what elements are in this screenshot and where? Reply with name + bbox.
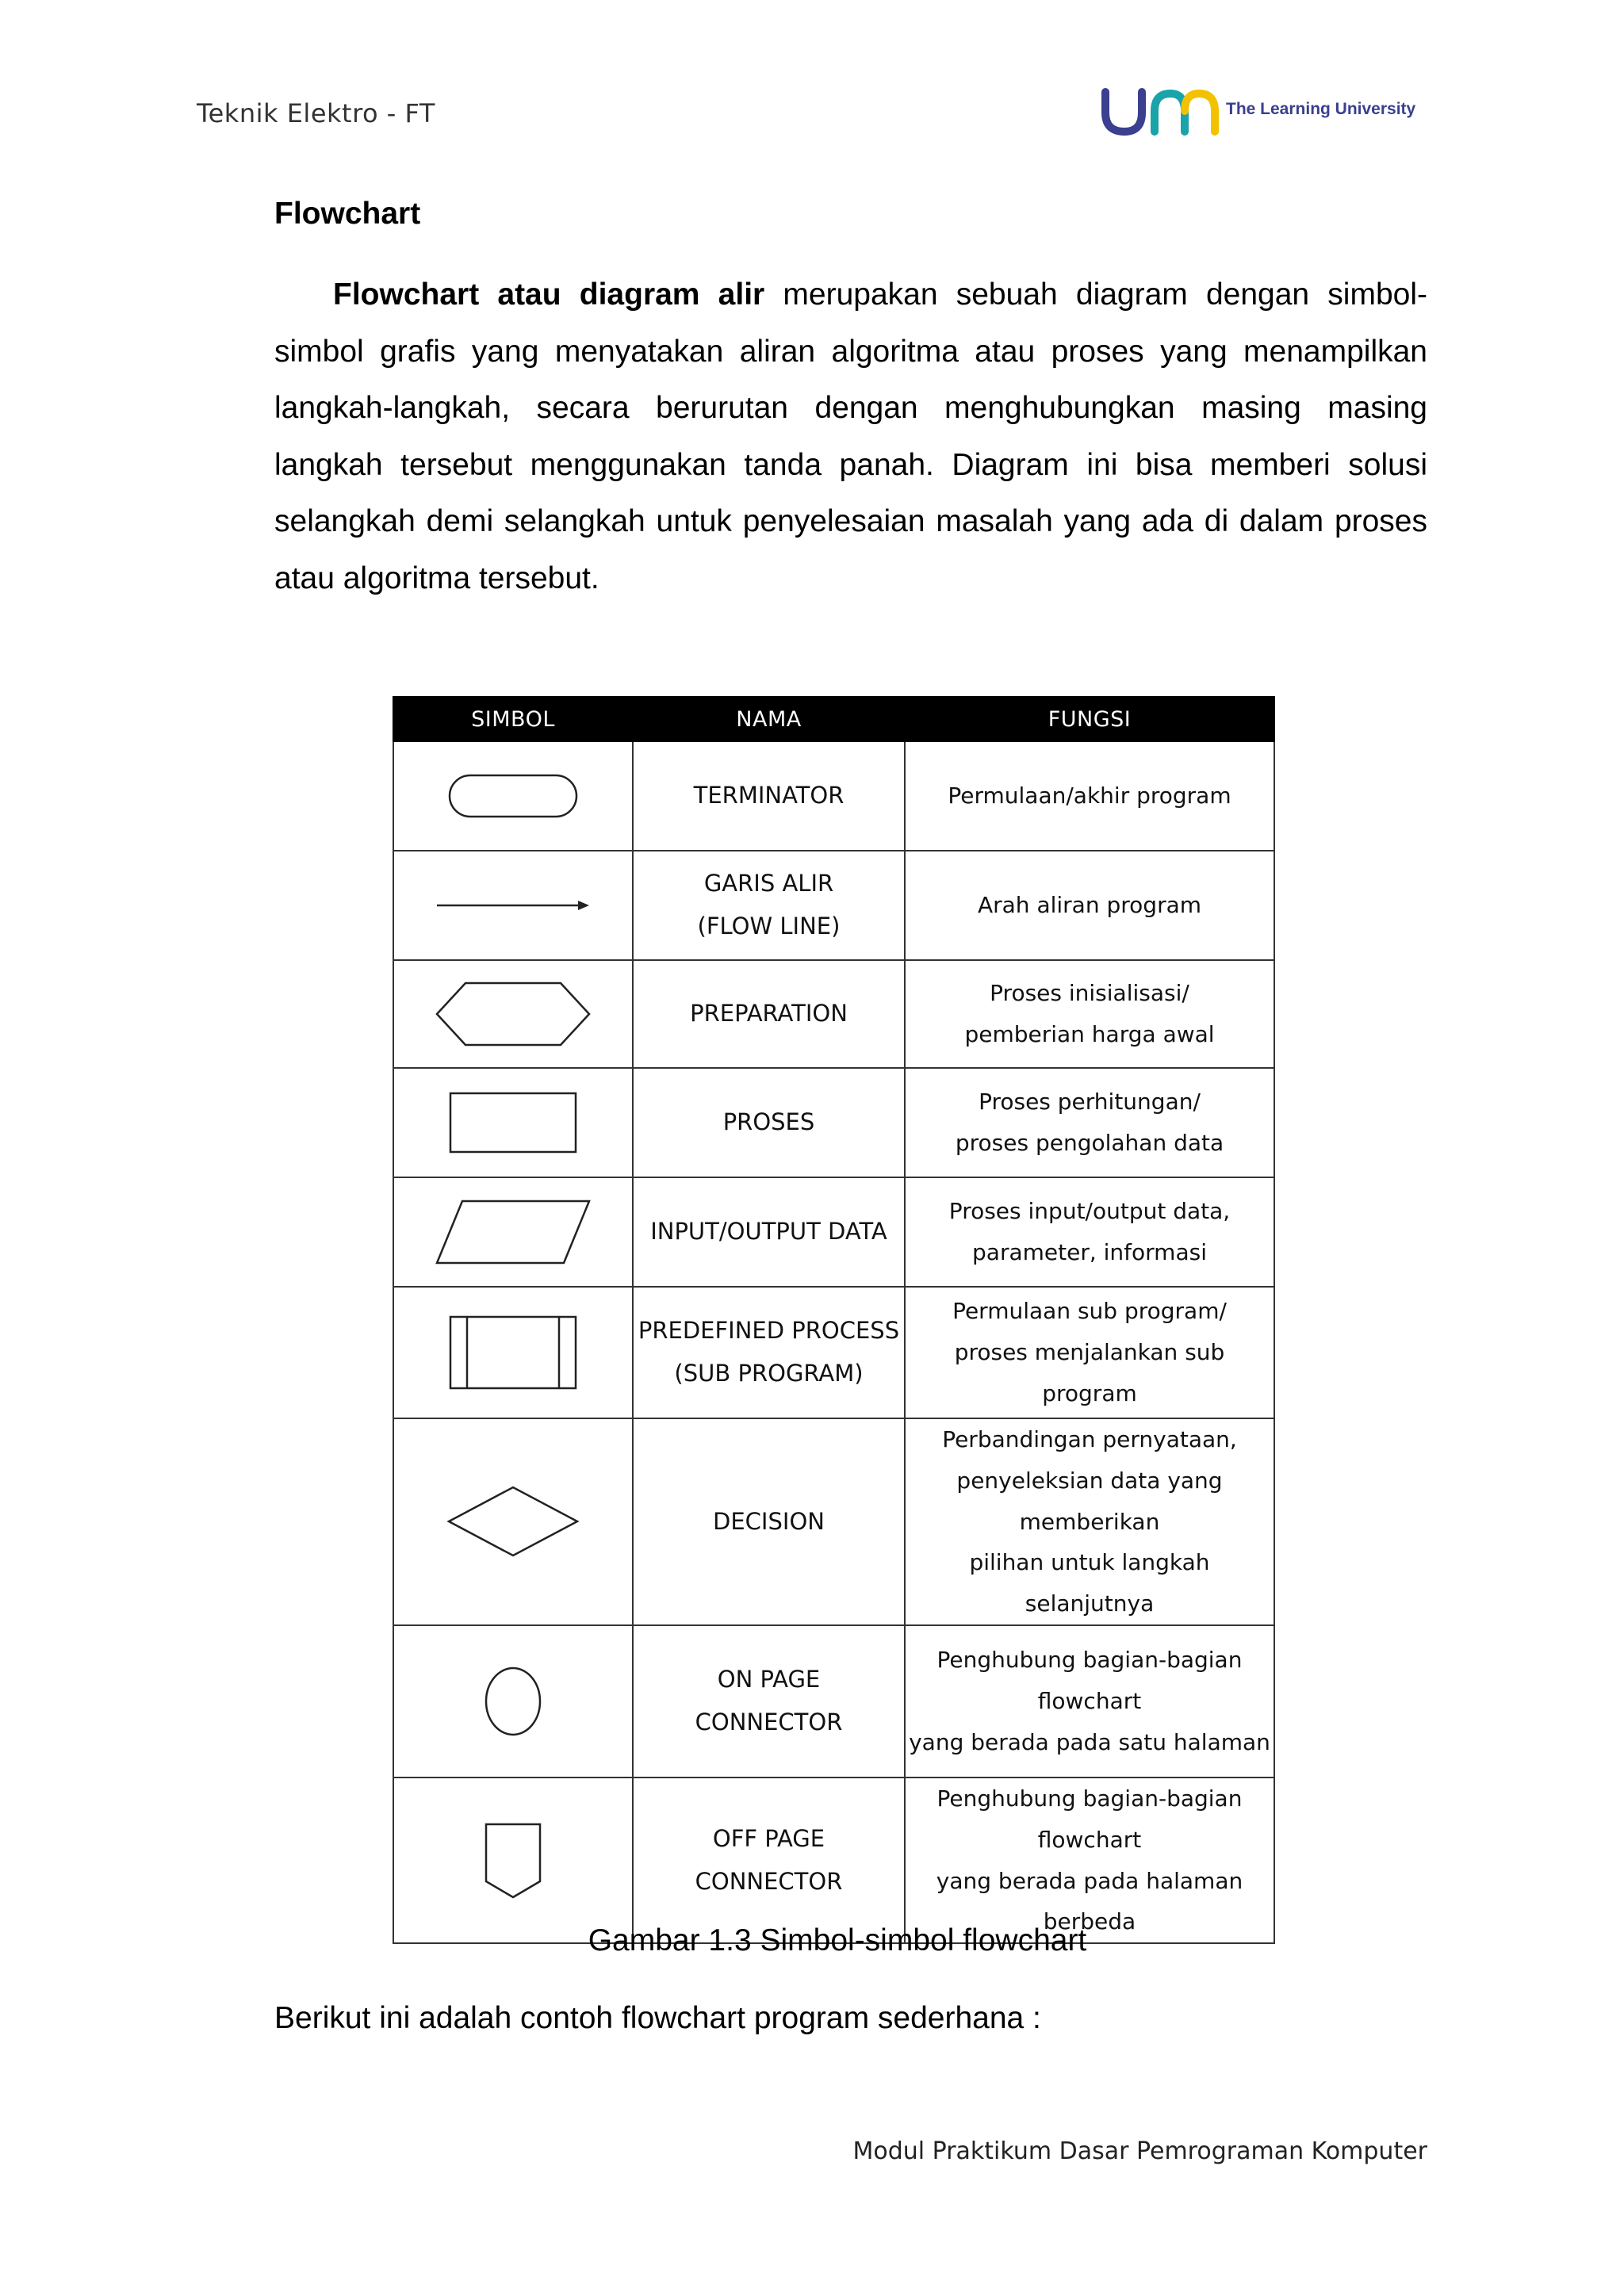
intro-text: Berikut ini adalah contoh flowchart program sederhana : bbox=[274, 2001, 1041, 2035]
function-cell bbox=[905, 1068, 1274, 1177]
header-department: Teknik Elektro - FT bbox=[197, 98, 435, 128]
name-cell bbox=[633, 1777, 905, 1943]
symbol-cell bbox=[393, 741, 633, 851]
name-cell bbox=[633, 851, 905, 960]
name-cell bbox=[633, 1177, 905, 1287]
name-line: CONNECTOR bbox=[695, 1867, 843, 1895]
function-line: Penghubung bagian-bagian bbox=[936, 1647, 1243, 1674]
table-row bbox=[393, 1177, 1274, 1287]
flow-line-icon bbox=[434, 894, 592, 917]
paragraph-text: merupakan sebuah diagram dengan simbol-simbol grafis yang menyatakan aliran algoritma atau proses yang menampilkan langkah-langkah, secara berurutan dengan menghubungkan masing masing langkah tersebut menggunakan tanda panah. Diagram ini bisa memberi solusi selangkah demi selangkah untuk penyelesaian masalah yang ada di dalam proses atau algoritma tersebut. bbox=[274, 277, 1427, 595]
name-cell bbox=[633, 960, 905, 1068]
header-name: NAMA bbox=[633, 697, 905, 741]
paragraph-bold-term: Flowchart atau diagram alir bbox=[333, 277, 765, 312]
function-line: penyeleksian data yang memberikan bbox=[956, 1467, 1223, 1535]
name-cell bbox=[633, 1068, 905, 1177]
function-line: Proses input/output data, bbox=[948, 1198, 1231, 1225]
name-line: TERMINATOR bbox=[693, 782, 845, 809]
function-line: Perbandingan pernyataan, bbox=[942, 1426, 1237, 1452]
symbol-cell bbox=[393, 1625, 633, 1777]
table-row bbox=[393, 1777, 1274, 1943]
function-cell bbox=[905, 1625, 1274, 1777]
terminator-icon bbox=[446, 771, 580, 821]
function-line: yang berada pada satu halaman bbox=[909, 1728, 1270, 1755]
table-row bbox=[393, 1418, 1274, 1625]
function-line: parameter, informasi bbox=[972, 1239, 1207, 1265]
symbol-cell bbox=[393, 1777, 633, 1943]
symbol-cell bbox=[393, 1068, 633, 1177]
function-line: flowchart bbox=[1037, 1826, 1142, 1853]
predefined-process-icon bbox=[448, 1314, 578, 1391]
function-line: Proses inisialisasi/ bbox=[990, 980, 1189, 1007]
um-logo-icon bbox=[1097, 82, 1224, 138]
function-line: Permulaan sub program/ bbox=[952, 1298, 1227, 1325]
name-cell bbox=[633, 1287, 905, 1418]
footer-module-title: Modul Praktikum Dasar Pemrograman Komputer bbox=[852, 2137, 1427, 2165]
function-line: proses menjalankan sub program bbox=[954, 1339, 1225, 1406]
table-row bbox=[393, 1068, 1274, 1177]
header-function: FUNGSI bbox=[905, 697, 1274, 741]
preparation-icon bbox=[434, 980, 592, 1048]
symbol-cell bbox=[393, 1177, 633, 1287]
name-line: OFF PAGE bbox=[712, 1824, 825, 1852]
name-line: ON PAGE bbox=[717, 1666, 821, 1693]
table-row bbox=[393, 741, 1274, 851]
function-cell bbox=[905, 1287, 1274, 1418]
name-line: GARIS ALIR bbox=[703, 870, 834, 897]
name-line: DECISION bbox=[713, 1507, 825, 1535]
function-cell bbox=[905, 960, 1274, 1068]
function-cell bbox=[905, 851, 1274, 960]
function-line: pemberian harga awal bbox=[964, 1021, 1215, 1047]
table-row bbox=[393, 1625, 1274, 1777]
function-line: proses pengolahan data bbox=[955, 1130, 1224, 1156]
symbol-cell bbox=[393, 1418, 633, 1625]
section-title: Flowchart bbox=[274, 197, 421, 231]
table-row bbox=[393, 1287, 1274, 1418]
function-cell bbox=[905, 741, 1274, 851]
decision-icon bbox=[446, 1484, 580, 1559]
function-line: pilihan untuk langkah selanjutnya bbox=[969, 1549, 1210, 1617]
name-cell bbox=[633, 1625, 905, 1777]
function-cell bbox=[905, 1418, 1274, 1625]
function-line: Arah aliran program bbox=[977, 892, 1202, 919]
name-line: CONNECTOR bbox=[695, 1708, 843, 1735]
off-page-connector-icon bbox=[481, 1821, 545, 1900]
table-row bbox=[393, 960, 1274, 1068]
name-line: INPUT/OUTPUT DATA bbox=[650, 1218, 887, 1246]
symbol-cell bbox=[393, 1287, 633, 1418]
figure-caption: Gambar 1.3 Simbol-simbol flowchart bbox=[588, 1923, 1087, 1957]
name-line: (FLOW LINE) bbox=[697, 913, 841, 939]
input-output-icon bbox=[434, 1198, 592, 1266]
symbol-cell bbox=[393, 960, 633, 1068]
logo-tagline: The Learning University bbox=[1226, 100, 1416, 118]
symbol-cell bbox=[393, 851, 633, 960]
function-line: Penghubung bagian-bagian bbox=[936, 1785, 1243, 1812]
name-cell bbox=[633, 1418, 905, 1625]
section-paragraph bbox=[274, 266, 1427, 607]
process-icon bbox=[448, 1091, 578, 1154]
function-line: flowchart bbox=[1037, 1688, 1142, 1715]
function-line: yang berada pada halaman berbeda bbox=[936, 1867, 1243, 1935]
name-line: PROSES bbox=[722, 1108, 815, 1136]
flowchart-symbol-table bbox=[393, 696, 1275, 1944]
name-line: PREDEFINED PROCESS bbox=[638, 1317, 900, 1345]
function-cell bbox=[905, 1777, 1274, 1943]
function-line: Permulaan/akhir program bbox=[948, 783, 1231, 809]
name-line: PREPARATION bbox=[690, 1000, 848, 1027]
header-symbol: SIMBOL bbox=[393, 697, 633, 741]
university-logo bbox=[1097, 82, 1431, 146]
function-cell bbox=[905, 1177, 1274, 1287]
name-line: (SUB PROGRAM) bbox=[674, 1360, 864, 1387]
name-cell bbox=[633, 741, 905, 851]
function-line: Proses perhitungan/ bbox=[979, 1089, 1201, 1115]
table-header-row bbox=[393, 697, 1274, 741]
on-page-connector-icon bbox=[481, 1663, 545, 1739]
table-row bbox=[393, 851, 1274, 960]
